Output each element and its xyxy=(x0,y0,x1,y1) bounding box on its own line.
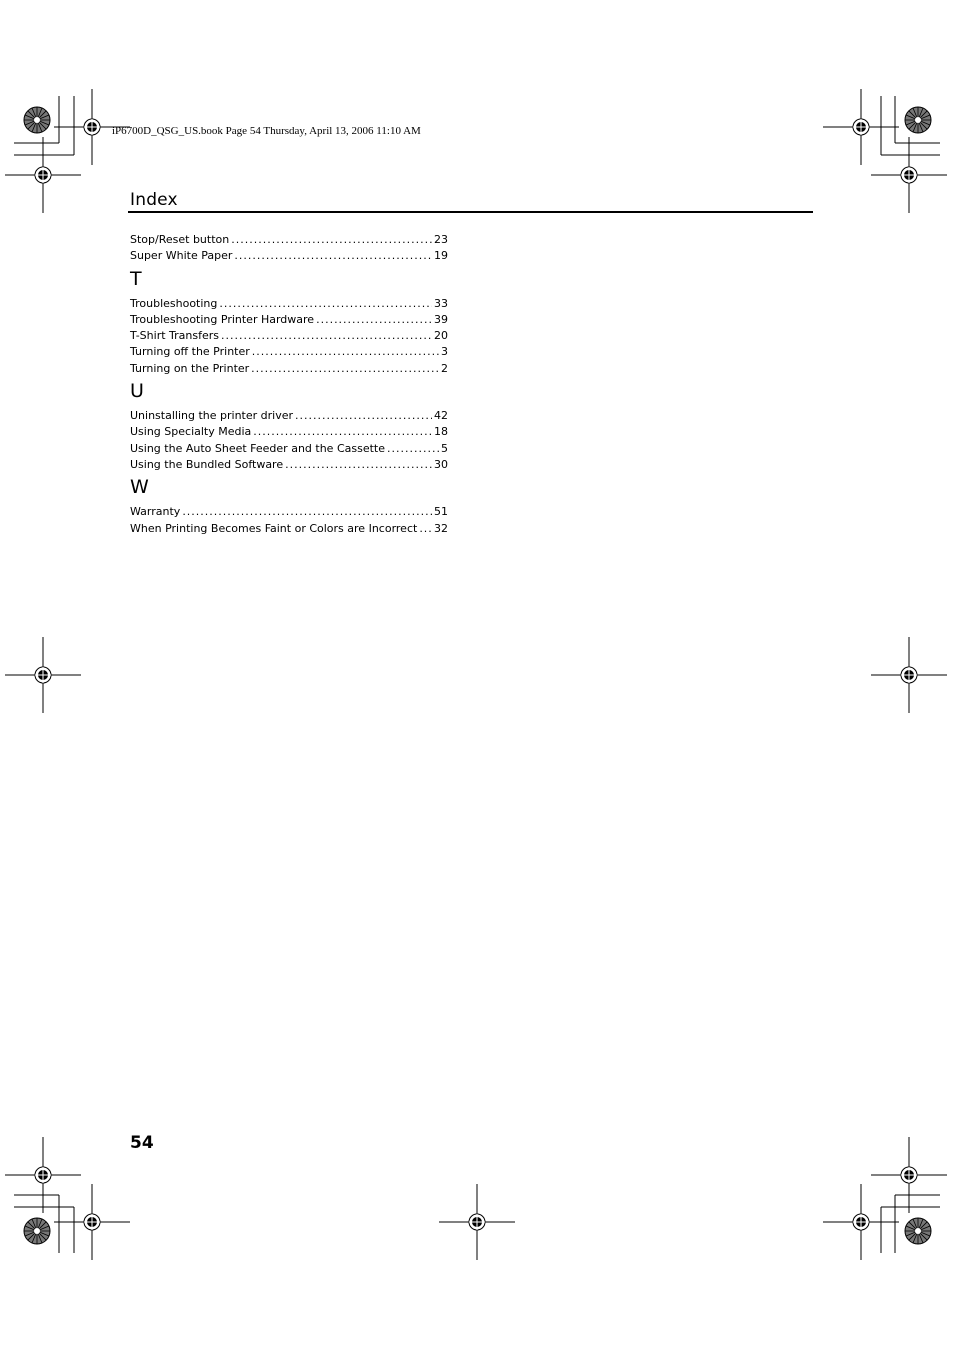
leader-dots xyxy=(316,312,432,328)
leader-dots xyxy=(219,296,432,312)
leader-dots xyxy=(285,457,432,473)
index-entry[interactable] xyxy=(130,344,448,360)
leader-dots xyxy=(231,232,432,248)
index-entry[interactable] xyxy=(130,328,448,344)
index-letter-heading: U xyxy=(130,380,144,403)
index-entry[interactable] xyxy=(130,504,448,520)
page-number: 54 xyxy=(130,1133,154,1153)
leader-dots xyxy=(234,248,432,264)
title-divider xyxy=(128,211,813,213)
leader-dots xyxy=(387,441,439,457)
leader-dots xyxy=(221,328,432,344)
entry-page: 42 xyxy=(434,409,448,423)
entry-page: 23 xyxy=(434,233,448,246)
entry-page: 20 xyxy=(434,329,448,343)
color-target-bottom-left xyxy=(24,1218,50,1244)
entry-label: T-Shirt Transfers xyxy=(130,329,219,343)
entry-label: Using Specialty Media xyxy=(130,425,252,439)
index-entry[interactable] xyxy=(130,521,448,537)
index-list xyxy=(130,232,448,537)
entry-label: Troubleshooting Printer Hardware xyxy=(130,312,315,326)
color-target-bottom-right xyxy=(905,1218,931,1244)
registration-mark-bottom-right xyxy=(823,1184,899,1260)
entry-label: Turning on the Printer xyxy=(130,361,250,375)
registration-mark-bottom-center xyxy=(439,1184,515,1260)
index-entry[interactable] xyxy=(130,312,448,328)
entry-label: Super White Paper xyxy=(130,249,233,263)
index-entry[interactable] xyxy=(130,361,448,377)
entry-label: Turning off the Printer xyxy=(130,345,250,359)
color-target-top-left xyxy=(24,107,50,133)
file-info-header: iP6700D_QSG_US.book Page 54 Thursday, April 13, 2006 11:10 AM xyxy=(112,125,421,137)
index-entry[interactable] xyxy=(130,457,448,473)
entry-page: 19 xyxy=(434,249,448,263)
leader-dots xyxy=(252,344,439,360)
entry-page: 51 xyxy=(434,505,448,519)
entry-label: Uninstalling the printer driver xyxy=(130,409,293,423)
registration-mark-right-bottom xyxy=(871,1137,947,1213)
registration-mark-bottom-left xyxy=(54,1184,130,1260)
entry-page: 18 xyxy=(434,425,448,439)
index-letter-heading: T xyxy=(130,267,142,290)
index-entry[interactable] xyxy=(130,232,448,248)
leader-dots xyxy=(182,504,432,520)
entry-page: 33 xyxy=(434,296,448,310)
index-entry[interactable] xyxy=(130,424,448,440)
entry-label: When Printing Becomes Faint or Colors are Incorrect xyxy=(130,521,418,535)
registration-mark-right-middle xyxy=(871,637,947,713)
leader-dots xyxy=(251,361,439,377)
registration-mark-left-bottom xyxy=(5,1137,81,1213)
index-letter-heading: W xyxy=(130,476,149,499)
leader-dots xyxy=(419,521,432,537)
entry-label: Warranty xyxy=(130,505,181,519)
index-entry[interactable] xyxy=(130,248,448,264)
index-entry[interactable] xyxy=(130,441,448,457)
registration-mark-right-top xyxy=(871,137,947,213)
entry-label: Using the Auto Sheet Feeder and the Cassette xyxy=(130,441,385,455)
index-entry[interactable] xyxy=(130,408,448,424)
registration-mark-left-top xyxy=(5,137,81,213)
leader-dots xyxy=(253,424,432,440)
color-target-top-right xyxy=(905,107,931,133)
leader-dots xyxy=(295,408,432,424)
index-entry[interactable] xyxy=(130,296,448,312)
entry-page: 3 xyxy=(441,345,448,359)
entry-page: 30 xyxy=(434,457,448,471)
entry-label: Using the Bundled Software xyxy=(130,457,284,471)
entry-page: 2 xyxy=(441,361,448,375)
entry-label: Troubleshooting xyxy=(130,296,218,310)
page-title: Index xyxy=(130,190,178,210)
entry-label: Stop/Reset button xyxy=(130,233,230,246)
registration-mark-left-middle xyxy=(5,637,81,713)
entry-page: 39 xyxy=(434,312,448,326)
entry-page: 5 xyxy=(441,441,448,455)
registration-mark-top-right xyxy=(823,89,899,165)
entry-page: 32 xyxy=(434,521,448,535)
